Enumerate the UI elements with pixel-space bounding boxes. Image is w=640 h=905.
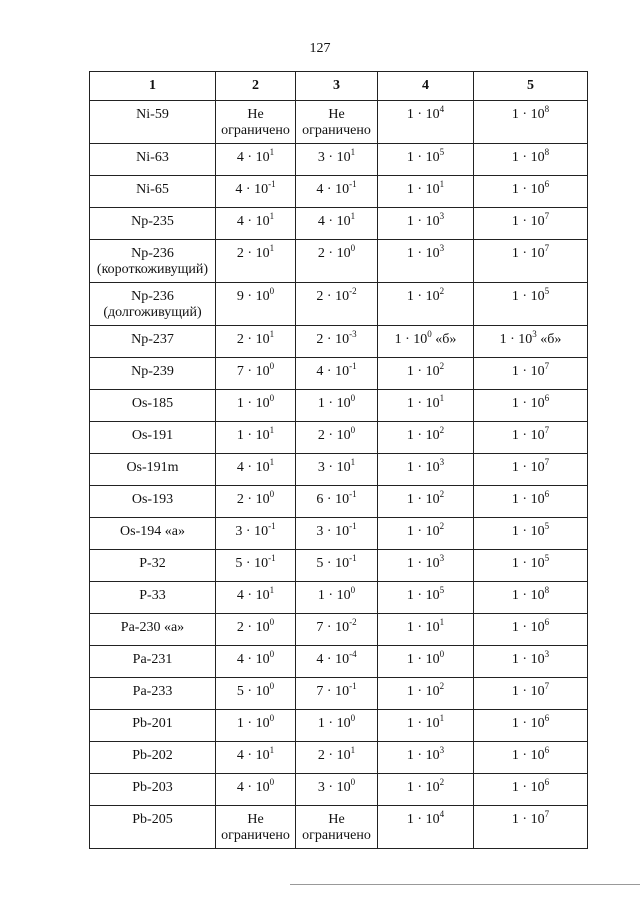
- value-cell-col-5: $1 \cdot 10^3$ «б»: [474, 326, 588, 358]
- value-cell-col-3: $7 \cdot 10^{-1}$: [296, 678, 378, 710]
- value-cell-col-2: $2 \cdot 10^1$: [216, 326, 296, 358]
- table-row: [90, 582, 588, 614]
- nuclide-cell: Os-191m: [90, 454, 216, 486]
- value-cell-col-3: $3 \cdot 10^1$: [296, 144, 378, 176]
- value-cell-col-5: $1 \cdot 10^6$: [474, 176, 588, 208]
- column-header-3: 3: [296, 72, 378, 101]
- value-cell-col-4: $1 \cdot 10^2$: [378, 422, 474, 454]
- value-cell-col-5: $1 \cdot 10^6$: [474, 774, 588, 806]
- value-cell-col-4: $1 \cdot 10^3$: [378, 240, 474, 283]
- nuclide-cell: Os-194 «а»: [90, 518, 216, 550]
- value-cell-col-2: Не ограничено: [216, 806, 296, 849]
- nuclide-cell: Pb-202: [90, 742, 216, 774]
- value-cell-col-5: $1 \cdot 10^6$: [474, 710, 588, 742]
- value-cell-col-2: Не ограничено: [216, 101, 296, 144]
- nuclide-cell: Os-185: [90, 390, 216, 422]
- value-cell-col-4: $1 \cdot 10^2$: [378, 358, 474, 390]
- table-row: [90, 283, 588, 326]
- column-header-1: 1: [90, 72, 216, 101]
- value-cell-col-2: $4 \cdot 10^1$: [216, 144, 296, 176]
- value-cell-col-3: $2 \cdot 10^0$: [296, 422, 378, 454]
- value-cell-col-5: $1 \cdot 10^8$: [474, 582, 588, 614]
- table-row: [90, 550, 588, 582]
- value-cell-col-5: $1 \cdot 10^6$: [474, 742, 588, 774]
- column-header-4: 4: [378, 72, 474, 101]
- nuclide-cell: Pb-203: [90, 774, 216, 806]
- value-cell-col-4: $1 \cdot 10^2$: [378, 774, 474, 806]
- nuclide-cell: Pa-230 «а»: [90, 614, 216, 646]
- table-body: [90, 101, 588, 849]
- value-cell-col-3: $7 \cdot 10^{-2}$: [296, 614, 378, 646]
- value-cell-col-5: $1 \cdot 10^7$: [474, 240, 588, 283]
- value-cell-col-3: $3 \cdot 10^0$: [296, 774, 378, 806]
- value-cell-col-3: $2 \cdot 10^1$: [296, 742, 378, 774]
- value-cell-col-3: $2 \cdot 10^{-2}$: [296, 283, 378, 326]
- value-cell-col-5: $1 \cdot 10^8$: [474, 144, 588, 176]
- value-cell-col-2: $1 \cdot 10^1$: [216, 422, 296, 454]
- value-cell-col-3: $3 \cdot 10^{-1}$: [296, 518, 378, 550]
- value-cell-col-2: $4 \cdot 10^0$: [216, 646, 296, 678]
- table-row: [90, 646, 588, 678]
- value-cell-col-3: $1 \cdot 10^0$: [296, 710, 378, 742]
- value-cell-col-5: $1 \cdot 10^5$: [474, 518, 588, 550]
- value-cell-col-4: $1 \cdot 10^2$: [378, 486, 474, 518]
- value-cell-col-4: $1 \cdot 10^4$: [378, 101, 474, 144]
- nuclide-cell: Pb-201: [90, 710, 216, 742]
- nuclide-cell: Ni-63: [90, 144, 216, 176]
- value-cell-col-2: $4 \cdot 10^1$: [216, 454, 296, 486]
- value-cell-col-2: $4 \cdot 10^0$: [216, 774, 296, 806]
- table-row: [90, 358, 588, 390]
- value-cell-col-4: $1 \cdot 10^0$: [378, 646, 474, 678]
- nuclide-table: [89, 71, 588, 849]
- value-cell-col-5: $1 \cdot 10^3$: [474, 646, 588, 678]
- value-cell-col-5: $1 \cdot 10^5$: [474, 550, 588, 582]
- value-cell-col-3: $1 \cdot 10^0$: [296, 390, 378, 422]
- value-cell-col-4: $1 \cdot 10^5$: [378, 144, 474, 176]
- value-cell-col-2: $9 \cdot 10^0$: [216, 283, 296, 326]
- value-cell-col-5: $1 \cdot 10^6$: [474, 390, 588, 422]
- value-cell-col-5: $1 \cdot 10^7$: [474, 422, 588, 454]
- value-cell-col-5: $1 \cdot 10^8$: [474, 101, 588, 144]
- table-row: [90, 240, 588, 283]
- value-cell-col-4: $1 \cdot 10^1$: [378, 614, 474, 646]
- value-cell-col-4: $1 \cdot 10^3$: [378, 454, 474, 486]
- value-cell-col-4: $1 \cdot 10^1$: [378, 710, 474, 742]
- value-cell-col-2: $4 \cdot 10^1$: [216, 742, 296, 774]
- value-cell-col-3: $4 \cdot 10^{-1}$: [296, 358, 378, 390]
- table-row: [90, 486, 588, 518]
- value-cell-col-4: $1 \cdot 10^2$: [378, 678, 474, 710]
- value-cell-col-3: $5 \cdot 10^{-1}$: [296, 550, 378, 582]
- value-cell-col-5: $1 \cdot 10^7$: [474, 678, 588, 710]
- nuclide-cell: Ni-59: [90, 101, 216, 144]
- table-row: [90, 678, 588, 710]
- value-cell-col-4: $1 \cdot 10^3$: [378, 742, 474, 774]
- value-cell-col-2: $5 \cdot 10^{-1}$: [216, 550, 296, 582]
- nuclide-cell: Os-193: [90, 486, 216, 518]
- value-cell-col-5: $1 \cdot 10^7$: [474, 454, 588, 486]
- table-row: [90, 742, 588, 774]
- value-cell-col-3: $3 \cdot 10^1$: [296, 454, 378, 486]
- nuclide-cell: Np-236 (короткоживущий): [90, 240, 216, 283]
- value-cell-col-5: $1 \cdot 10^7$: [474, 806, 588, 849]
- nuclide-cell: Np-236 (долгоживущий): [90, 283, 216, 326]
- value-cell-col-3: $1 \cdot 10^0$: [296, 582, 378, 614]
- page-number: 127: [309, 41, 331, 56]
- value-cell-col-2: $3 \cdot 10^{-1}$: [216, 518, 296, 550]
- nuclide-cell: P-33: [90, 582, 216, 614]
- bottom-rule: [290, 884, 640, 885]
- table-row: [90, 101, 588, 144]
- table-row: [90, 326, 588, 358]
- value-cell-col-3: $2 \cdot 10^{-3}$: [296, 326, 378, 358]
- value-cell-col-4: $1 \cdot 10^1$: [378, 390, 474, 422]
- value-cell-col-2: $4 \cdot 10^1$: [216, 582, 296, 614]
- value-cell-col-2: $2 \cdot 10^0$: [216, 614, 296, 646]
- nuclide-cell: P-32: [90, 550, 216, 582]
- table-row: [90, 422, 588, 454]
- nuclide-cell: Np-235: [90, 208, 216, 240]
- value-cell-col-5: $1 \cdot 10^7$: [474, 358, 588, 390]
- table-row: [90, 518, 588, 550]
- table-row: [90, 774, 588, 806]
- nuclide-cell: Os-191: [90, 422, 216, 454]
- table-row: [90, 710, 588, 742]
- value-cell-col-3: $4 \cdot 10^{-1}$: [296, 176, 378, 208]
- value-cell-col-4: $1 \cdot 10^2$: [378, 283, 474, 326]
- value-cell-col-5: $1 \cdot 10^5$: [474, 283, 588, 326]
- value-cell-col-3: $4 \cdot 10^1$: [296, 208, 378, 240]
- value-cell-col-5: $1 \cdot 10^7$: [474, 208, 588, 240]
- value-cell-col-2: $4 \cdot 10^{-1}$: [216, 176, 296, 208]
- value-cell-col-5: $1 \cdot 10^6$: [474, 486, 588, 518]
- table-row: [90, 208, 588, 240]
- value-cell-col-4: $1 \cdot 10^3$: [378, 208, 474, 240]
- value-cell-col-3: $2 \cdot 10^0$: [296, 240, 378, 283]
- table-row: [90, 176, 588, 208]
- nuclide-cell: Pb-205: [90, 806, 216, 849]
- table-row: [90, 454, 588, 486]
- table-row: [90, 614, 588, 646]
- nuclide-cell: Np-237: [90, 326, 216, 358]
- value-cell-col-2: $7 \cdot 10^0$: [216, 358, 296, 390]
- value-cell-col-3: $6 \cdot 10^{-1}$: [296, 486, 378, 518]
- table-row: [90, 390, 588, 422]
- column-header-2: 2: [216, 72, 296, 101]
- value-cell-col-2: $2 \cdot 10^0$: [216, 486, 296, 518]
- value-cell-col-2: $4 \cdot 10^1$: [216, 208, 296, 240]
- nuclide-cell: Pa-231: [90, 646, 216, 678]
- value-cell-col-2: $1 \cdot 10^0$: [216, 710, 296, 742]
- value-cell-col-2: $1 \cdot 10^0$: [216, 390, 296, 422]
- value-cell-col-5: $1 \cdot 10^6$: [474, 614, 588, 646]
- value-cell-col-3: $4 \cdot 10^{-4}$: [296, 646, 378, 678]
- value-cell-col-4: $1 \cdot 10^2$: [378, 518, 474, 550]
- value-cell-col-2: $5 \cdot 10^0$: [216, 678, 296, 710]
- nuclide-cell: Ni-65: [90, 176, 216, 208]
- value-cell-col-4: $1 \cdot 10^3$: [378, 550, 474, 582]
- header-row: [90, 72, 588, 101]
- nuclide-cell: Np-239: [90, 358, 216, 390]
- value-cell-col-4: $1 \cdot 10^5$: [378, 582, 474, 614]
- value-cell-col-4: $1 \cdot 10^4$: [378, 806, 474, 849]
- value-cell-col-3: Не ограничено: [296, 806, 378, 849]
- table-row: [90, 144, 588, 176]
- table-row: [90, 806, 588, 849]
- nuclide-cell: Pa-233: [90, 678, 216, 710]
- value-cell-col-4: $1 \cdot 10^0$ «б»: [378, 326, 474, 358]
- value-cell-col-4: $1 \cdot 10^1$: [378, 176, 474, 208]
- value-cell-col-3: Не ограничено: [296, 101, 378, 144]
- column-header-5: 5: [474, 72, 588, 101]
- value-cell-col-2: $2 \cdot 10^1$: [216, 240, 296, 283]
